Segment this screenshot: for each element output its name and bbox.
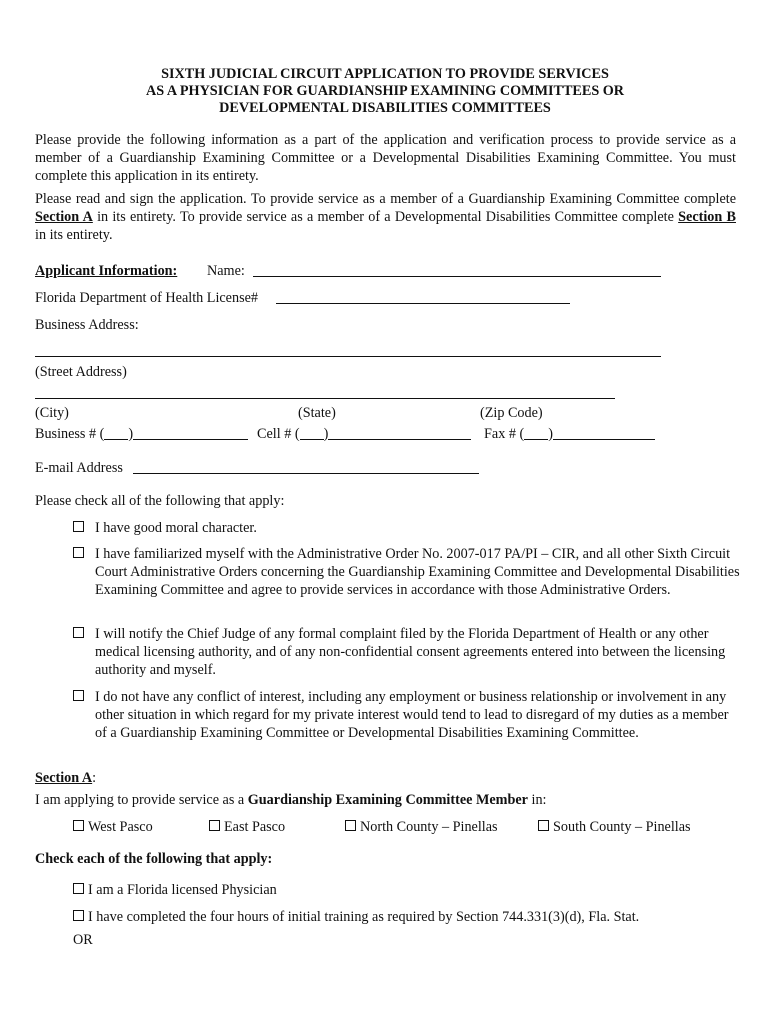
name-field[interactable] xyxy=(253,276,661,277)
checkbox-icon[interactable] xyxy=(73,521,84,532)
section-a-heading: Section A: xyxy=(35,770,97,786)
street-address-label: (Street Address) xyxy=(35,364,127,380)
title-line-2: AS A PHYSICIAN FOR GUARDIANSHIP EXAMINING COMMITTEES OR xyxy=(145,83,625,99)
cell-phone-row: Cell # ( ) xyxy=(257,425,471,443)
check-item-2: I have familiarized myself with the Administrative Order No. 2007-017 PA/PI – CIR, and all other Sixth Circuit Court Administrative Orders concerning the Guardianship Examining Committee and Developmental Disabilities Examining Committee and agree to provide services in accordance with those Administrative Orders. xyxy=(95,546,740,598)
license-field[interactable] xyxy=(276,303,570,304)
city-state-zip-field[interactable] xyxy=(35,398,615,399)
business-area-code-field[interactable] xyxy=(104,426,128,440)
or-label: OR xyxy=(73,932,93,948)
check-item-1: I have good moral character. xyxy=(95,520,257,536)
document-title xyxy=(0,66,770,117)
email-field[interactable] xyxy=(133,473,479,474)
option-south-county-pinellas[interactable]: South County – Pinellas xyxy=(538,818,691,836)
name-label: Name: xyxy=(207,263,245,279)
option-west-pasco[interactable]: West Pasco xyxy=(73,818,153,836)
checkbox-icon[interactable] xyxy=(345,820,356,831)
checkbox-icon[interactable] xyxy=(73,883,84,894)
business-phone-row: Business # ( ) xyxy=(35,425,248,443)
email-label: E-mail Address xyxy=(35,460,123,476)
fax-area-code-field[interactable] xyxy=(524,426,548,440)
check-item-4: I do not have any conflict of interest, including any employment or business relationship or involvement in any other situation in which regard for my private interest would tend to lead to disregard of my duties as a member of a Guardianship Examining Committee or Developmental Disabilities Examining Committee. xyxy=(95,689,729,741)
initial-training-item[interactable]: I have completed the four hours of initial training as required by Section 744.331(3)(d), Fla. Stat. xyxy=(73,908,639,926)
option-north-county-pinellas[interactable]: North County – Pinellas xyxy=(345,818,498,836)
fax-field[interactable] xyxy=(553,426,655,440)
title-line-1: SIXTH JUDICIAL CIRCUIT APPLICATION TO PROVIDE SERVICES xyxy=(161,66,609,82)
checkbox-icon[interactable] xyxy=(73,910,84,921)
zip-code-label: (Zip Code) xyxy=(480,405,543,421)
check-instructions: Please check all of the following that apply: xyxy=(35,493,285,509)
applicant-information-heading: Applicant Information: xyxy=(35,263,178,279)
business-address-label: Business Address: xyxy=(35,317,139,333)
business-phone-field[interactable] xyxy=(133,426,248,440)
checkbox-3[interactable] xyxy=(73,625,88,643)
section-a-reference: Section A xyxy=(35,209,93,225)
fax-row: Fax # ( ) xyxy=(484,425,655,443)
check-item-3: I will notify the Chief Judge of any formal complaint filed by the Florida Department of Health or any other medical licensing authority, and of any non-confidential consent agreements entered into between the licensing authority and myself. xyxy=(95,626,726,678)
checkbox-icon[interactable] xyxy=(73,547,84,558)
state-label: (State) xyxy=(298,405,336,421)
checkbox-icon[interactable] xyxy=(73,820,84,831)
licensed-physician-item[interactable]: I am a Florida licensed Physician xyxy=(73,881,277,899)
cell-area-code-field[interactable] xyxy=(300,426,324,440)
checkbox-1[interactable] xyxy=(73,519,88,537)
intro-paragraph: Please provide the following information as a part of the application and verification process to provide service as a member of a Guardianship Examining Committee or a Developmental Disabilities Examining Committee. You must complete this application in its entirety. xyxy=(35,132,736,184)
section-a-check-heading: Check each of the following that apply: xyxy=(35,851,273,867)
checkbox-icon[interactable] xyxy=(538,820,549,831)
checkbox-4[interactable] xyxy=(73,688,88,706)
section-b-reference: Section B xyxy=(678,209,736,225)
checkbox-2[interactable] xyxy=(73,545,88,563)
option-east-pasco[interactable]: East Pasco xyxy=(209,818,285,836)
city-label: (City) xyxy=(35,405,69,421)
instructions-paragraph: Please read and sign the application. To provide service as a member of a Guardianship Examining Committee complete Section A in its entirety. To provide service as a member of a Developmental Disabilities Committee complete Section B in its entirety. xyxy=(35,191,736,243)
checkbox-icon[interactable] xyxy=(209,820,220,831)
license-label: Florida Department of Health License# xyxy=(35,290,258,306)
title-line-3: DEVELOPMENTAL DISABILITIES COMMITTEES xyxy=(219,100,551,116)
checkbox-icon[interactable] xyxy=(73,690,84,701)
section-a-applying-statement: I am applying to provide service as a Guardianship Examining Committee Member in: xyxy=(35,792,547,808)
checkbox-icon[interactable] xyxy=(73,627,84,638)
street-address-field[interactable] xyxy=(35,356,661,357)
cell-phone-field[interactable] xyxy=(328,426,471,440)
